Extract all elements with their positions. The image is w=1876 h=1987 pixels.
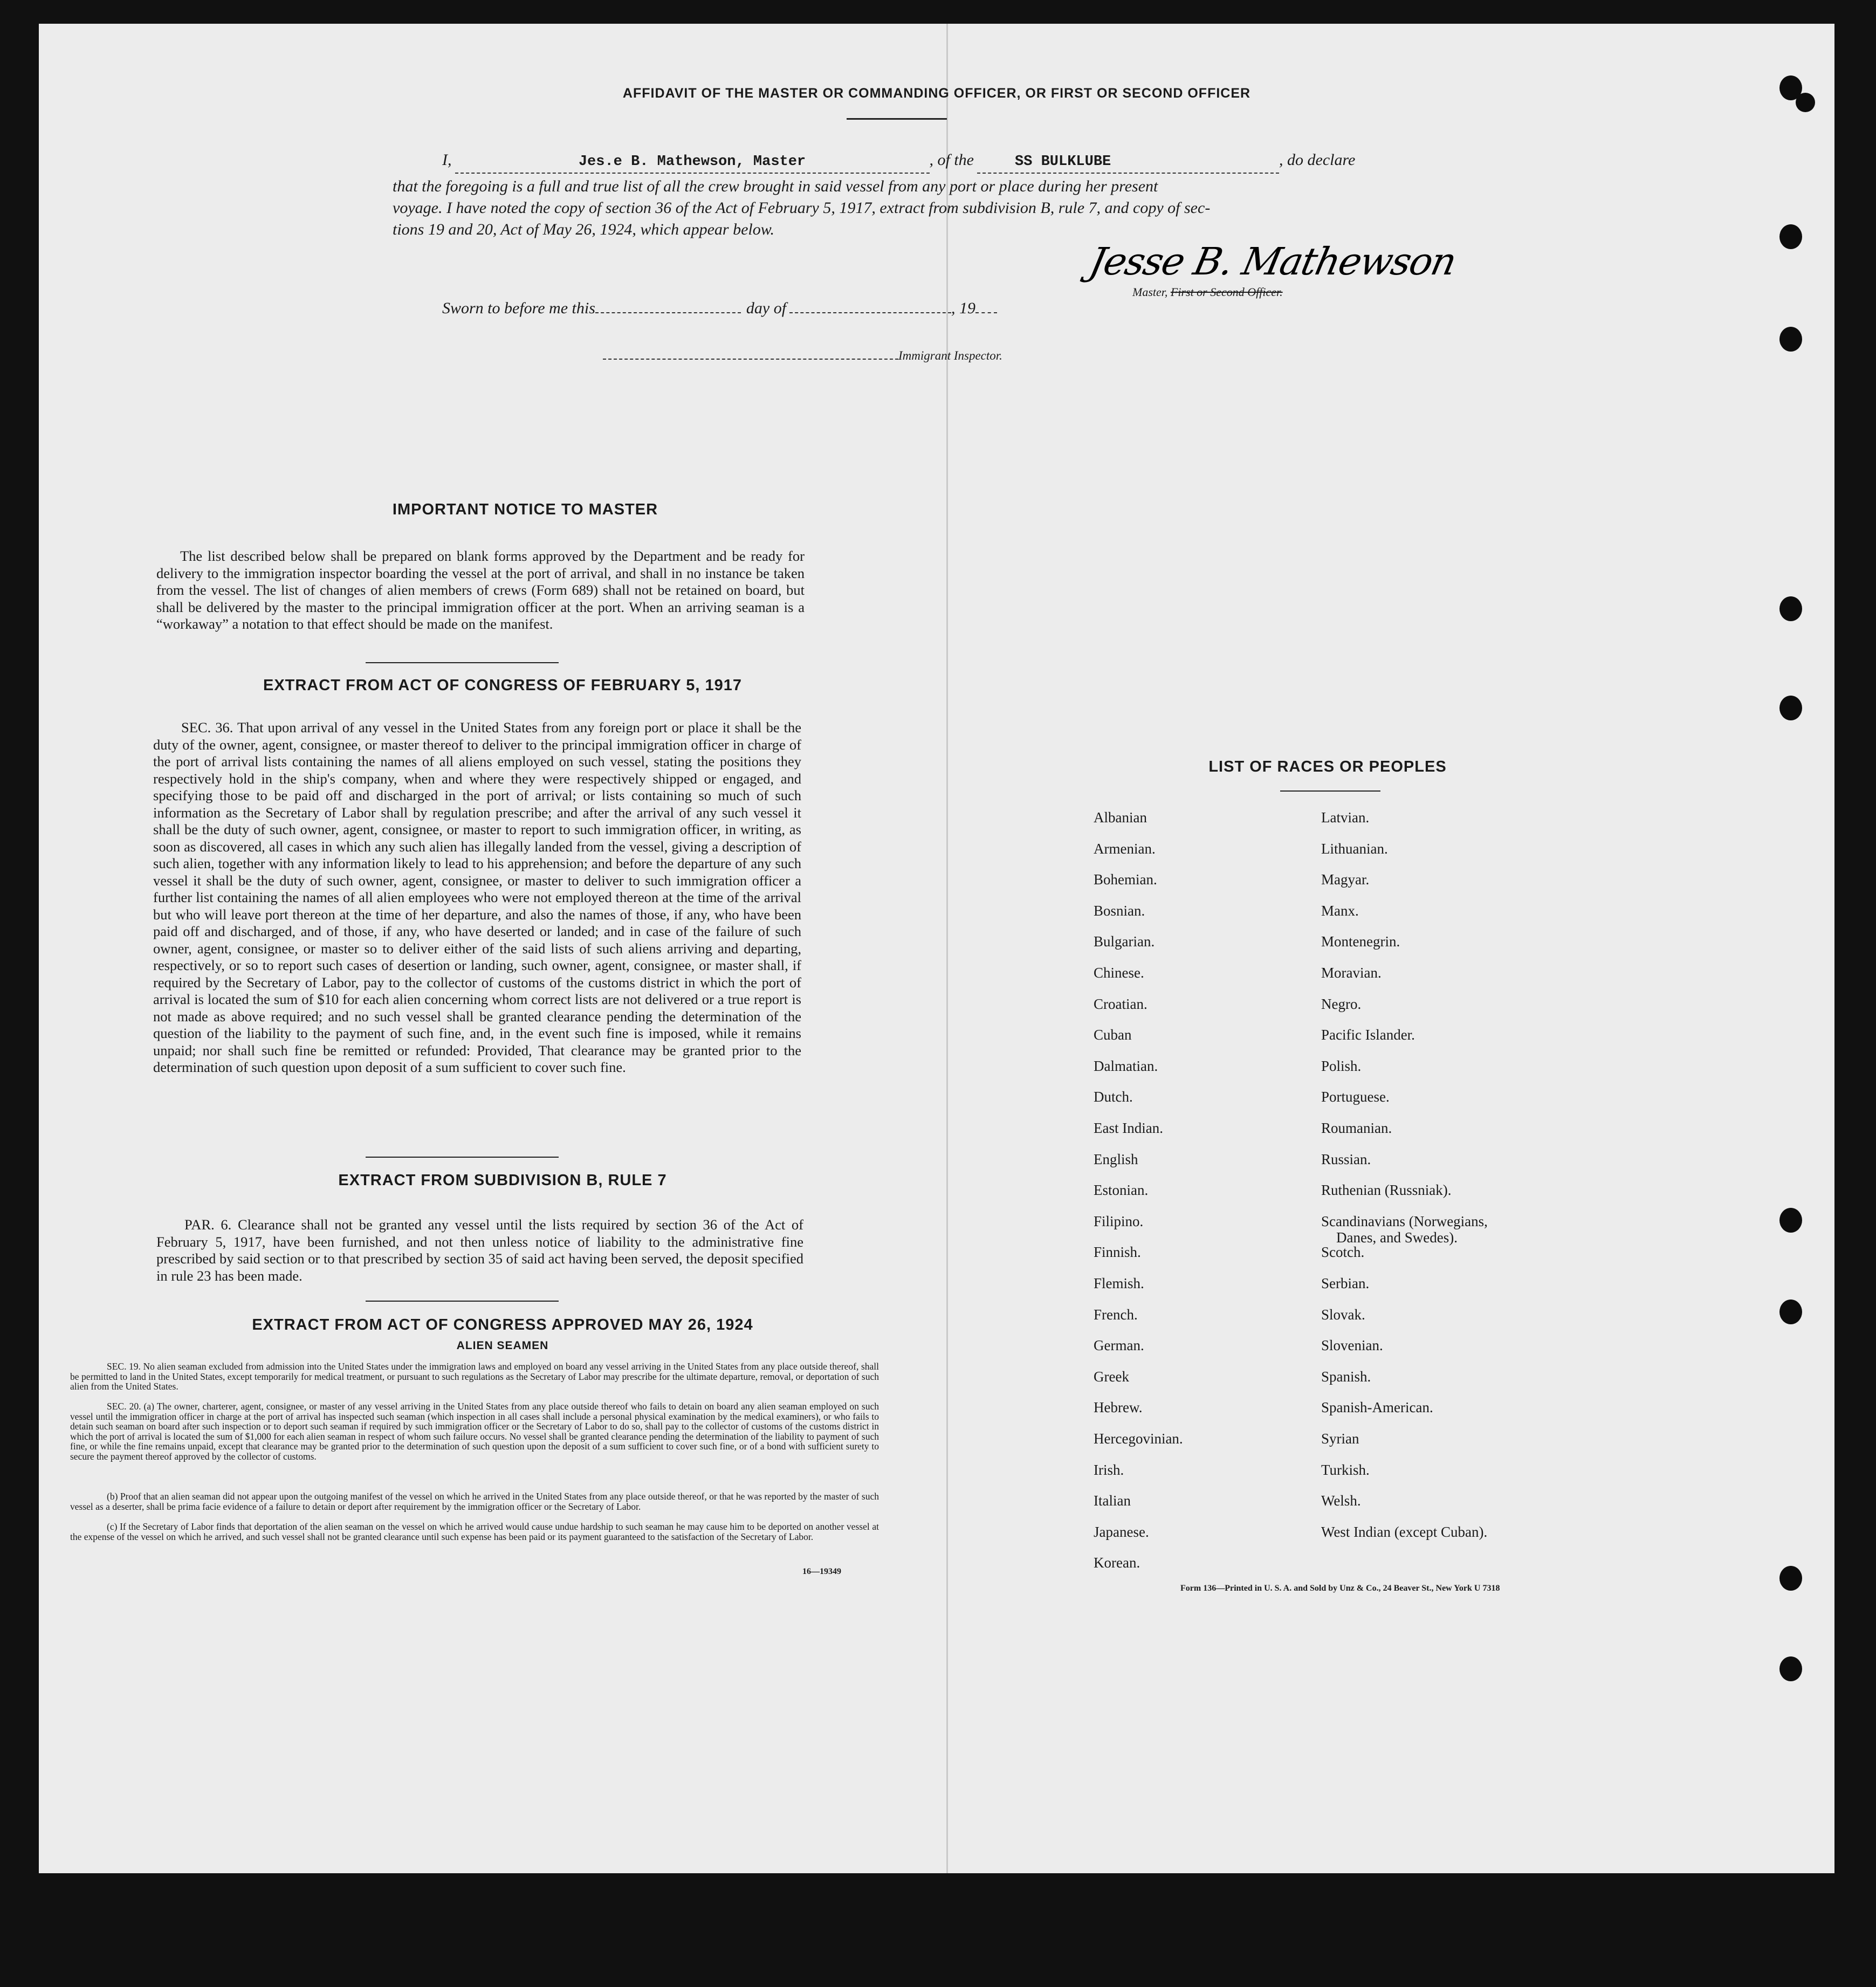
- race-item: Danes, and Swedes).: [1336, 1229, 1458, 1246]
- binder-hole-icon: [1779, 327, 1802, 352]
- race-item: Slovak.: [1321, 1306, 1365, 1323]
- race-item: Hebrew.: [1094, 1399, 1143, 1416]
- race-item: Syrian: [1321, 1431, 1359, 1447]
- race-item: Turkish.: [1321, 1461, 1370, 1478]
- declaration-line-1: [442, 149, 1445, 174]
- race-item: Scotch.: [1321, 1244, 1365, 1261]
- vessel-name-field[interactable]: [977, 149, 1279, 174]
- signature-caption: [1132, 285, 1283, 300]
- race-item: Negro.: [1321, 995, 1362, 1012]
- race-item: Pacific Islander.: [1321, 1027, 1415, 1043]
- race-item: Japanese.: [1094, 1523, 1149, 1540]
- race-item: Portuguese.: [1321, 1089, 1390, 1105]
- race-item: Greek: [1094, 1368, 1129, 1385]
- notice-heading: IMPORTANT NOTICE TO MASTER: [392, 501, 658, 518]
- binder-hole-icon: [1779, 1300, 1802, 1324]
- print-code: 16—19349: [802, 1567, 841, 1576]
- divider-1: [366, 662, 559, 663]
- signature-caption-master: Master,: [1132, 285, 1168, 299]
- sworn-line: [442, 298, 997, 319]
- sec20c-text: (c) If the Secretary of Labor finds that deportation of the alien seaman on the vessel on which he arrived would cause undue hardship to such seaman he may cause him to be deported on another vessel at the expense of the vessel on which he arrived, and such vessel shall not be granted clearance until such expense has been paid or its payment guaranteed to the satisfaction of the Secretary of Labor.: [70, 1521, 879, 1542]
- race-item: Scandinavians (Norwegians,: [1321, 1213, 1488, 1229]
- extract-1917-text: SEC. 36. That upon arrival of any vessel in the United States from any foreign port or place it shall be the duty of the owner, agent, consignee, or master thereof to deliver to the principal immigration officer in charge of the port of arrival lists containing the names of all aliens employed on such vessel, stating the positions they respectively hold in the ship's company, when and where they were respectively shipped or engaged, and specifying those to be paid off and discharged in the port of arrival; or lists containing so much of such information as the Secretary of Labor shall by regulation prescribe; and after the arrival of any such vessel it shall be the duty of such owner, agent, consignee, or master to report to such immigration officer, in writing, as soon as discovered, all cases in which any such alien has illegally landed from the vessel, giving a description of such alien, together with any information likely to lead to his apprehension; and before the departure of any such vessel it shall be the duty of such owner, agent, consignee, or master to deliver to such immigration officer a further list containing the names of all alien employees who were not employed thereon at the time of the arrival but who will leave port thereon at the time of her departure, and also the names of those, if any, who have been paid off and discharged, and of those, if any, who have deserted or landed; and in case of the failure of such owner, agent, consignee, or master so to deliver either of the said lists of such aliens arriving and departing, respectively, or so to report such cases of desertion or landing, such owner, agent, consignee, or master shall, if required by the Secretary of Labor, pay to the collector of customs of the customs district in which the port of arrival is located the sum of $10 for each alien concerning whom correct lists are not delivered or a true report is not made as above required; and no such vessel shall be granted clearance pending the determination of the question of the liability to the payment of such fine, and, in the event such fine is imposed, while it remains unpaid; nor shall such fine be remitted or refunded: Provided, That clearance may be granted prior to the determination of such question upon deposit of a sum sufficient to cover such fine.: [153, 719, 801, 1075]
- races-divider: [1280, 790, 1380, 792]
- extract-1924-heading: EXTRACT FROM ACT OF CONGRESS APPROVED MAY 26, 1924: [252, 1316, 753, 1333]
- race-item: Flemish.: [1094, 1275, 1144, 1291]
- subdivision-b-text: PAR. 6. Clearance shall not be granted any vessel until the lists required by section 36 of the Act of February 5, 1917, have been furnished, and not then unless notice of liability to the administrative fine prescribed by said section or to that prescribed by section 35 of said act having been served, the deposit specified in rule 23 has been made.: [156, 1216, 803, 1284]
- race-item: Spanish-American.: [1321, 1399, 1433, 1416]
- race-item: French.: [1094, 1306, 1138, 1323]
- binder-hole-icon: [1779, 596, 1802, 621]
- race-item: Croatian.: [1094, 995, 1147, 1012]
- race-item: German.: [1094, 1337, 1144, 1354]
- race-item: Filipino.: [1094, 1213, 1144, 1229]
- sec20b-text: (b) Proof that an alien seaman did not appear upon the outgoing manifest of the vessel on which he arrived in the United States from any place outside thereof, or that he was reported by the master of such vessel as a deserter, shall be prima facie evidence of a failure to detain or deport after requirement by the immigration officer or the Secretary of Labor.: [70, 1491, 879, 1512]
- race-item: Polish.: [1321, 1057, 1362, 1074]
- race-item: Serbian.: [1321, 1275, 1370, 1291]
- sworn-month-field[interactable]: [789, 299, 951, 313]
- sworn-year-field[interactable]: [975, 299, 997, 313]
- race-item: Slovenian.: [1321, 1337, 1383, 1354]
- form-footer: Form 136—Printed in U. S. A. and Sold by Unz & Co., 24 Beaver St., New York U 7318: [1180, 1584, 1500, 1593]
- race-item: East Indian.: [1094, 1120, 1163, 1136]
- title-divider: [847, 118, 947, 120]
- subdivision-b-heading: EXTRACT FROM SUBDIVISION B, RULE 7: [338, 1172, 667, 1189]
- master-signature: Jesse B. Mathewson: [1085, 239, 1460, 284]
- race-item: Ruthenian (Russniak).: [1321, 1182, 1452, 1199]
- races-heading: LIST OF RACES OR PEOPLES: [1208, 758, 1447, 775]
- sworn-label: Sworn to before me this: [442, 299, 595, 317]
- signature-caption-officer: First or Second Officer.: [1170, 285, 1283, 299]
- master-name-field[interactable]: [455, 149, 930, 174]
- race-item: Bulgarian.: [1094, 933, 1155, 950]
- race-item: Hercegovinian.: [1094, 1431, 1183, 1447]
- do-declare-label: , do declare: [1279, 151, 1356, 169]
- race-item: Latvian.: [1321, 809, 1370, 826]
- notice-text: The list described below shall be prepared on blank forms approved by the Department and be ready for delivery to the immigration inspector boarding the vessel at the port of arrival, and shall in no instance be taken from the vessel. The list of changes of alien members of crews (Form 689) shall not be retained on board, but shall be delivered by the master to the principal immigration officer at the port. When an arriving seaman is a “workaway” a notation to that effect should be made on the manifest.: [156, 548, 805, 632]
- master-name-value: Jes.e B. Mathewson, Master: [578, 154, 806, 170]
- document-page: [39, 24, 1834, 1873]
- binder-hole-icon: [1779, 1208, 1802, 1233]
- race-item: Russian.: [1321, 1151, 1371, 1167]
- of-the-label: , of the: [929, 151, 974, 169]
- year-label: , 19: [951, 299, 976, 317]
- i-label: I,: [442, 151, 452, 169]
- inspector-label: Immigrant Inspector.: [898, 349, 1002, 362]
- race-item: Estonian.: [1094, 1182, 1149, 1199]
- vessel-name-value: SS BULKLUBE: [1015, 154, 1111, 170]
- alien-seamen-subheading: ALIEN SEAMEN: [456, 1339, 549, 1352]
- race-item: Finnish.: [1094, 1244, 1141, 1261]
- affidavit-title: AFFIDAVIT OF THE MASTER OR COMMANDING OFFICER, OR FIRST OR SECOND OFFICER: [622, 86, 1251, 101]
- binder-hole-icon: [1779, 1566, 1802, 1591]
- race-item: Armenian.: [1094, 840, 1156, 857]
- race-item: Moravian.: [1321, 965, 1382, 981]
- binder-hole-icon: [1779, 224, 1802, 249]
- declaration-line-2: that the foregoing is a full and true list of all the crew brought in said vessel from any port or place during her present: [393, 177, 1158, 195]
- race-item: Spanish.: [1321, 1368, 1371, 1385]
- race-item: Magyar.: [1321, 871, 1370, 888]
- race-item: Lithuanian.: [1321, 840, 1388, 857]
- day-of-label: day of: [746, 299, 787, 317]
- race-item: Roumanian.: [1321, 1120, 1392, 1136]
- race-item: Dalmatian.: [1094, 1057, 1158, 1074]
- divider-3: [366, 1301, 559, 1302]
- divider-2: [366, 1157, 559, 1158]
- race-item: Albanian: [1094, 809, 1147, 826]
- sec20a-text: SEC. 20. (a) The owner, charterer, agent, consignee, or master of any vessel arriving in the United States from any place outside thereof who fails to detain on board any alien seaman employed on such vessel until the immigration officer in charge at the port of arrival has inspected such seaman (which inspection in all cases shall include a personal physical examination by the medical examiners), or who fails to detain such seaman on board after such inspection or to deport such seaman if required by such immigration officer or the Secretary of Labor to do so, shall pay to the collector of customs of the customs district in which the port of arrival is located the sum of $1,000 for each alien seaman in respect of whom such failure occurs. No vessel shall be granted clearance pending the determination of the liability to payment of such fine, or while the fine remains unpaid, except that clearance may be granted prior to the determination of such question upon the deposit of a sum sufficient to cover such fine, or of a bond with sufficient surety to secure the payment thereof approved by the collector of customs.: [70, 1401, 879, 1462]
- inspector-line: [603, 345, 1002, 367]
- extract-1917-heading: EXTRACT FROM ACT OF CONGRESS OF FEBRUARY 5, 1917: [263, 677, 743, 694]
- race-item: English: [1094, 1151, 1138, 1167]
- inspector-signature-field[interactable]: [603, 347, 898, 360]
- race-item: Cuban: [1094, 1027, 1132, 1043]
- race-item: Korean.: [1094, 1555, 1140, 1571]
- race-item: Bosnian.: [1094, 902, 1145, 919]
- race-item: Dutch.: [1094, 1089, 1133, 1105]
- race-item: Manx.: [1321, 902, 1359, 919]
- binder-hole-icon: [1779, 696, 1802, 720]
- race-item: Bohemian.: [1094, 871, 1157, 888]
- sec19-text: SEC. 19. No alien seaman excluded from admission into the United States under the immigration laws and employed on board any vessel arriving in the United States from any place outside thereof, shall be permitted to land in the United States, except temporarily for medical treatment, or pursuant to such regulations as the Secretary of Labor may prescribe for the ultimate departure, removal, or deportation of such alien from the United States.: [70, 1361, 879, 1392]
- binder-hole-icon: [1779, 1656, 1802, 1681]
- race-item: Welsh.: [1321, 1493, 1361, 1509]
- race-item: West Indian (except Cuban).: [1321, 1523, 1488, 1540]
- declaration-line-3: voyage. I have noted the copy of section 36 of the Act of February 5, 1917, extract from subdivision B, rule 7, and copy of sec-: [393, 199, 1211, 217]
- race-item: Chinese.: [1094, 965, 1144, 981]
- declaration-line-4: tions 19 and 20, Act of May 26, 1924, which appear below.: [393, 221, 775, 238]
- race-item: Montenegrin.: [1321, 933, 1400, 950]
- race-item: Irish.: [1094, 1461, 1124, 1478]
- sworn-day-field[interactable]: [595, 299, 741, 313]
- race-item: Italian: [1094, 1493, 1131, 1509]
